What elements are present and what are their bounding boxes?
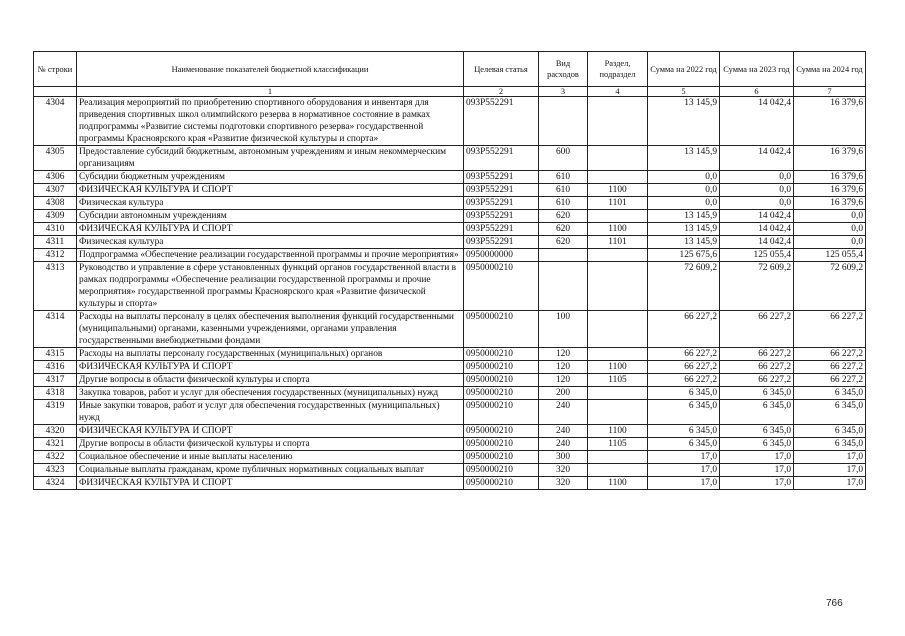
table-row xyxy=(34,387,866,400)
row-razdel-cell xyxy=(588,249,648,262)
row-code-cell: 0950000000 xyxy=(464,249,539,262)
row-sum-2024-cell: 0,0 xyxy=(794,223,866,236)
row-name-cell: ФИЗИЧЕСКАЯ КУЛЬТУРА И СПОРТ xyxy=(77,477,464,490)
row-razdel-cell: 1100 xyxy=(588,361,648,374)
row-sum-2024-cell: 6 345,0 xyxy=(794,425,866,438)
header-sum-2023: Сумма на 2023 год xyxy=(720,52,794,87)
row-sum-2023-cell: 14 042,4 xyxy=(720,97,794,146)
row-sum-2022-cell: 66 227,2 xyxy=(648,374,720,387)
row-vid-cell: 300 xyxy=(539,451,588,464)
column-index-cell: 2 xyxy=(464,87,539,97)
row-sum-2023-cell: 6 345,0 xyxy=(720,438,794,451)
row-sum-2023-cell: 66 227,2 xyxy=(720,311,794,348)
row-vid-cell: 610 xyxy=(539,197,588,210)
table-row xyxy=(34,97,866,146)
row-vid-cell: 120 xyxy=(539,348,588,361)
row-sum-2024-cell: 125 055,4 xyxy=(794,249,866,262)
row-code-cell: 093P552291 xyxy=(464,223,539,236)
row-vid-cell: 240 xyxy=(539,400,588,425)
row-number-cell: 4306 xyxy=(34,171,77,184)
row-number-cell: 4304 xyxy=(34,97,77,146)
row-number-cell: 4314 xyxy=(34,311,77,348)
row-number-cell: 4315 xyxy=(34,348,77,361)
row-code-cell: 093P552291 xyxy=(464,197,539,210)
row-razdel-cell: 1101 xyxy=(588,197,648,210)
row-sum-2024-cell: 66 227,2 xyxy=(794,311,866,348)
table-row xyxy=(34,425,866,438)
header-num: № строки xyxy=(34,52,77,87)
row-code-cell: 0950000210 xyxy=(464,311,539,348)
row-sum-2023-cell: 14 042,4 xyxy=(720,146,794,171)
row-sum-2023-cell: 125 055,4 xyxy=(720,249,794,262)
budget-table xyxy=(33,51,866,490)
row-vid-cell: 120 xyxy=(539,361,588,374)
row-sum-2022-cell: 66 227,2 xyxy=(648,311,720,348)
row-vid-cell: 620 xyxy=(539,236,588,249)
row-razdel-cell xyxy=(588,210,648,223)
row-vid-cell xyxy=(539,97,588,146)
row-number-cell: 4308 xyxy=(34,197,77,210)
table-body xyxy=(34,97,866,490)
row-razdel-cell xyxy=(588,464,648,477)
row-vid-cell: 100 xyxy=(539,311,588,348)
row-sum-2022-cell: 6 345,0 xyxy=(648,400,720,425)
row-sum-2022-cell: 66 227,2 xyxy=(648,348,720,361)
header-razdel: Раздел, подраздел xyxy=(588,52,648,87)
table-row xyxy=(34,223,866,236)
row-code-cell: 0950000210 xyxy=(464,451,539,464)
row-sum-2022-cell: 17,0 xyxy=(648,464,720,477)
row-razdel-cell xyxy=(588,451,648,464)
row-razdel-cell xyxy=(588,97,648,146)
column-index-cell xyxy=(34,87,77,97)
row-number-cell: 4309 xyxy=(34,210,77,223)
row-sum-2024-cell: 66 227,2 xyxy=(794,374,866,387)
column-index-cell: 1 xyxy=(77,87,464,97)
row-code-cell: 0950000210 xyxy=(464,262,539,311)
row-code-cell: 0950000210 xyxy=(464,348,539,361)
header-code: Целевая статья xyxy=(464,52,539,87)
row-razdel-cell: 1100 xyxy=(588,477,648,490)
row-sum-2024-cell: 6 345,0 xyxy=(794,400,866,425)
row-name-cell: Социальное обеспечение и иные выплаты населению xyxy=(77,451,464,464)
row-sum-2023-cell: 14 042,4 xyxy=(720,210,794,223)
row-number-cell: 4317 xyxy=(34,374,77,387)
row-name-cell: Физическая культура xyxy=(77,236,464,249)
row-number-cell: 4323 xyxy=(34,464,77,477)
row-sum-2023-cell: 17,0 xyxy=(720,477,794,490)
row-sum-2022-cell: 13 145,9 xyxy=(648,146,720,171)
row-name-cell: Физическая культура xyxy=(77,197,464,210)
column-index-row xyxy=(34,87,866,97)
row-sum-2023-cell: 17,0 xyxy=(720,451,794,464)
row-razdel-cell xyxy=(588,400,648,425)
table-row xyxy=(34,311,866,348)
row-sum-2022-cell: 72 609,2 xyxy=(648,262,720,311)
row-vid-cell: 240 xyxy=(539,425,588,438)
row-vid-cell: 610 xyxy=(539,184,588,197)
row-razdel-cell: 1105 xyxy=(588,438,648,451)
row-name-cell: Субсидии бюджетным учреждениям xyxy=(77,171,464,184)
table-row xyxy=(34,236,866,249)
row-sum-2023-cell: 14 042,4 xyxy=(720,223,794,236)
row-vid-cell: 610 xyxy=(539,171,588,184)
row-sum-2022-cell: 13 145,9 xyxy=(648,236,720,249)
row-vid-cell: 620 xyxy=(539,210,588,223)
table-row xyxy=(34,438,866,451)
row-razdel-cell xyxy=(588,146,648,171)
row-code-cell: 0950000210 xyxy=(464,361,539,374)
table-row xyxy=(34,477,866,490)
row-code-cell: 0950000210 xyxy=(464,387,539,400)
table-row xyxy=(34,400,866,425)
column-index-cell: 7 xyxy=(794,87,866,97)
row-sum-2022-cell: 6 345,0 xyxy=(648,387,720,400)
row-number-cell: 4322 xyxy=(34,451,77,464)
row-name-cell: Закупка товаров, работ и услуг для обеспечения государственных (муниципальных) нужд xyxy=(77,387,464,400)
row-code-cell: 0950000210 xyxy=(464,400,539,425)
table-row xyxy=(34,464,866,477)
row-number-cell: 4320 xyxy=(34,425,77,438)
row-number-cell: 4305 xyxy=(34,146,77,171)
row-razdel-cell: 1100 xyxy=(588,223,648,236)
row-code-cell: 093P552291 xyxy=(464,171,539,184)
page-number: 766 xyxy=(826,598,843,609)
row-vid-cell: 240 xyxy=(539,438,588,451)
row-sum-2022-cell: 0,0 xyxy=(648,171,720,184)
row-vid-cell: 620 xyxy=(539,223,588,236)
row-sum-2024-cell: 16 379,6 xyxy=(794,146,866,171)
row-sum-2024-cell: 17,0 xyxy=(794,464,866,477)
row-sum-2023-cell: 14 042,4 xyxy=(720,236,794,249)
row-sum-2024-cell: 16 379,6 xyxy=(794,184,866,197)
row-sum-2022-cell: 66 227,2 xyxy=(648,361,720,374)
row-sum-2022-cell: 13 145,9 xyxy=(648,223,720,236)
row-name-cell: Социальные выплаты гражданам, кроме публичных нормативных социальных выплат xyxy=(77,464,464,477)
row-name-cell: ФИЗИЧЕСКАЯ КУЛЬТУРА И СПОРТ xyxy=(77,425,464,438)
row-name-cell: Подпрограмма «Обеспечение реализации государственной программы и прочие мероприятия» xyxy=(77,249,464,262)
row-name-cell: Расходы на выплаты персоналу в целях обеспечения выполнения функций государственными (муниципальными) органами, казенными учреждениями, органами управления государственными внебюджетными фондами xyxy=(77,311,464,348)
row-vid-cell: 320 xyxy=(539,464,588,477)
row-sum-2022-cell: 13 145,9 xyxy=(648,97,720,146)
row-code-cell: 0950000210 xyxy=(464,464,539,477)
row-name-cell: Руководство и управление в сфере установленных функций органов государственной власти в рамках подпрограммы «Обеспечение реализации государственной программы и прочие мероприятия» государственной программы Красноярского края «Развитие физической культуры и спорта» xyxy=(77,262,464,311)
row-vid-cell: 320 xyxy=(539,477,588,490)
row-name-cell: Иные закупки товаров, работ и услуг для обеспечения государственных (муниципальных) нужд xyxy=(77,400,464,425)
row-code-cell: 0950000210 xyxy=(464,374,539,387)
row-sum-2024-cell: 0,0 xyxy=(794,210,866,223)
row-name-cell: Субсидии автономным учреждениям xyxy=(77,210,464,223)
table-row xyxy=(34,146,866,171)
table-row xyxy=(34,171,866,184)
row-sum-2024-cell: 17,0 xyxy=(794,451,866,464)
table-row xyxy=(34,210,866,223)
table-row xyxy=(34,361,866,374)
row-sum-2024-cell: 6 345,0 xyxy=(794,438,866,451)
row-name-cell: ФИЗИЧЕСКАЯ КУЛЬТУРА И СПОРТ xyxy=(77,361,464,374)
row-name-cell: ФИЗИЧЕСКАЯ КУЛЬТУРА И СПОРТ xyxy=(77,184,464,197)
row-sum-2022-cell: 17,0 xyxy=(648,477,720,490)
row-sum-2022-cell: 0,0 xyxy=(648,184,720,197)
row-sum-2024-cell: 17,0 xyxy=(794,477,866,490)
row-sum-2023-cell: 0,0 xyxy=(720,184,794,197)
row-number-cell: 4307 xyxy=(34,184,77,197)
header-name: Наименование показателей бюджетной классификации xyxy=(77,52,464,87)
row-sum-2023-cell: 6 345,0 xyxy=(720,400,794,425)
table-row xyxy=(34,451,866,464)
row-name-cell: Другие вопросы в области физической культуры и спорта xyxy=(77,374,464,387)
row-razdel-cell xyxy=(588,348,648,361)
row-razdel-cell xyxy=(588,262,648,311)
row-number-cell: 4319 xyxy=(34,400,77,425)
row-sum-2023-cell: 0,0 xyxy=(720,171,794,184)
row-razdel-cell: 1101 xyxy=(588,236,648,249)
table-row xyxy=(34,262,866,311)
row-code-cell: 093P552291 xyxy=(464,97,539,146)
row-sum-2024-cell: 0,0 xyxy=(794,236,866,249)
row-name-cell: Другие вопросы в области физической культуры и спорта xyxy=(77,438,464,451)
column-index-cell: 3 xyxy=(539,87,588,97)
table-row xyxy=(34,184,866,197)
row-code-cell: 0950000210 xyxy=(464,477,539,490)
table-row xyxy=(34,249,866,262)
header-sum-2024: Сумма на 2024 год xyxy=(794,52,866,87)
column-index-cell: 4 xyxy=(588,87,648,97)
row-name-cell: ФИЗИЧЕСКАЯ КУЛЬТУРА И СПОРТ xyxy=(77,223,464,236)
row-vid-cell: 120 xyxy=(539,374,588,387)
row-sum-2024-cell: 16 379,6 xyxy=(794,171,866,184)
row-razdel-cell: 1100 xyxy=(588,184,648,197)
row-sum-2022-cell: 125 675,6 xyxy=(648,249,720,262)
row-sum-2022-cell: 6 345,0 xyxy=(648,438,720,451)
row-sum-2022-cell: 6 345,0 xyxy=(648,425,720,438)
row-sum-2024-cell: 16 379,6 xyxy=(794,197,866,210)
row-vid-cell: 600 xyxy=(539,146,588,171)
row-sum-2024-cell: 66 227,2 xyxy=(794,348,866,361)
row-sum-2023-cell: 6 345,0 xyxy=(720,425,794,438)
row-sum-2023-cell: 66 227,2 xyxy=(720,361,794,374)
row-sum-2024-cell: 72 609,2 xyxy=(794,262,866,311)
row-sum-2023-cell: 72 609,2 xyxy=(720,262,794,311)
row-number-cell: 4318 xyxy=(34,387,77,400)
row-sum-2022-cell: 13 145,9 xyxy=(648,210,720,223)
row-number-cell: 4321 xyxy=(34,438,77,451)
column-index-cell: 6 xyxy=(720,87,794,97)
row-number-cell: 4310 xyxy=(34,223,77,236)
row-sum-2023-cell: 6 345,0 xyxy=(720,387,794,400)
row-number-cell: 4316 xyxy=(34,361,77,374)
row-vid-cell xyxy=(539,262,588,311)
row-sum-2022-cell: 17,0 xyxy=(648,451,720,464)
row-code-cell: 0950000210 xyxy=(464,438,539,451)
row-razdel-cell: 1100 xyxy=(588,425,648,438)
row-code-cell: 0950000210 xyxy=(464,425,539,438)
column-index-cell: 5 xyxy=(648,87,720,97)
row-name-cell: Предоставление субсидий бюджетным, автономным учреждениям и иным некоммерческим организациям xyxy=(77,146,464,171)
row-razdel-cell xyxy=(588,171,648,184)
row-vid-cell xyxy=(539,249,588,262)
row-sum-2023-cell: 17,0 xyxy=(720,464,794,477)
row-number-cell: 4324 xyxy=(34,477,77,490)
row-sum-2024-cell: 6 345,0 xyxy=(794,387,866,400)
row-sum-2023-cell: 66 227,2 xyxy=(720,374,794,387)
row-code-cell: 093P552291 xyxy=(464,236,539,249)
row-number-cell: 4313 xyxy=(34,262,77,311)
header-vid: Вид расходов xyxy=(539,52,588,87)
row-name-cell: Реализация мероприятий по приобретению спортивного оборудования и инвентаря для приведения спортивных школ олимпийского резерва в нормативное состояние в рамках подпрограммы «Развитие системы подготовки спортивного резерва» государственной программы Красноярского края «Развитие физической культуры и спорта» xyxy=(77,97,464,146)
table-row xyxy=(34,374,866,387)
row-code-cell: 093P552291 xyxy=(464,146,539,171)
header-row xyxy=(34,52,866,87)
row-number-cell: 4311 xyxy=(34,236,77,249)
row-sum-2024-cell: 16 379,6 xyxy=(794,97,866,146)
row-number-cell: 4312 xyxy=(34,249,77,262)
row-razdel-cell xyxy=(588,387,648,400)
row-sum-2023-cell: 0,0 xyxy=(720,197,794,210)
row-sum-2024-cell: 66 227,2 xyxy=(794,361,866,374)
row-razdel-cell: 1105 xyxy=(588,374,648,387)
header-sum-2022: Сумма на 2022 год xyxy=(648,52,720,87)
row-sum-2023-cell: 66 227,2 xyxy=(720,348,794,361)
row-code-cell: 093P552291 xyxy=(464,184,539,197)
table-row xyxy=(34,197,866,210)
row-vid-cell: 200 xyxy=(539,387,588,400)
row-name-cell: Расходы на выплаты персоналу государственных (муниципальных) органов xyxy=(77,348,464,361)
row-code-cell: 093P552291 xyxy=(464,210,539,223)
table-row xyxy=(34,348,866,361)
row-razdel-cell xyxy=(588,311,648,348)
row-sum-2022-cell: 0,0 xyxy=(648,197,720,210)
